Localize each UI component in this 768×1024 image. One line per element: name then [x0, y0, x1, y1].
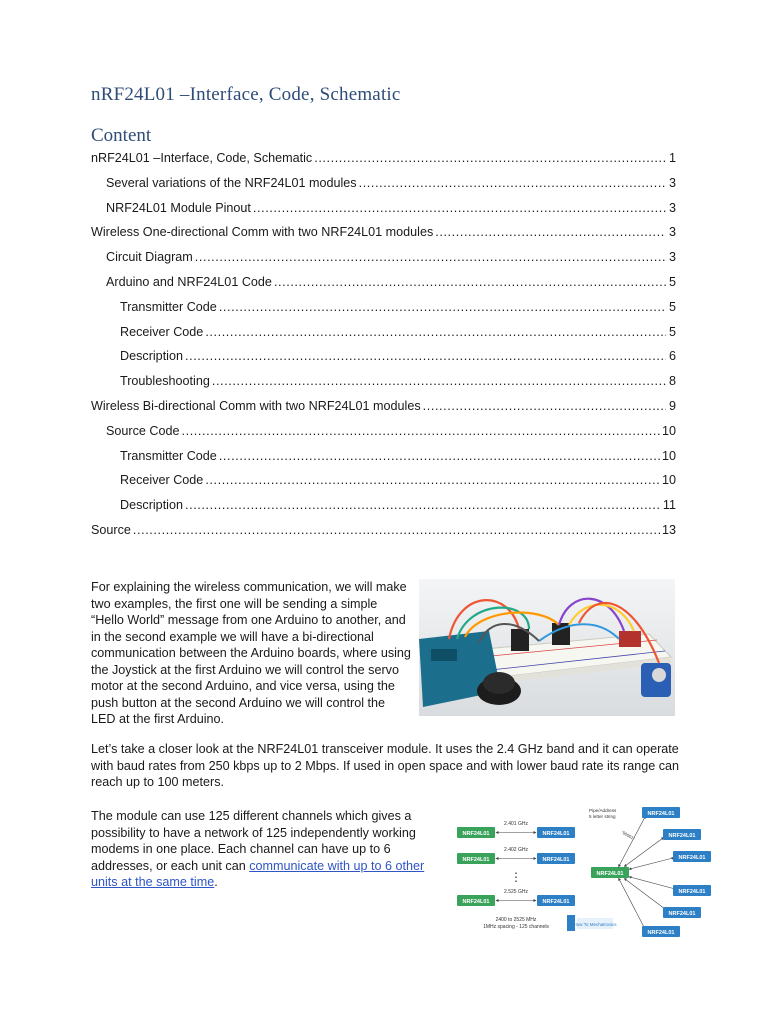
nrf24l01-network-diagram [449, 805, 714, 942]
toc-leader-dots [205, 472, 660, 488]
toc-entry[interactable] [91, 249, 676, 274]
module-label: NRF24L01 [462, 899, 490, 905]
spacing-label: 1MHz spacing - 125 channels [483, 924, 549, 930]
channels-text-end: . [214, 875, 218, 889]
pipe-tag: "00001" [620, 829, 636, 842]
intro-paragraph: For explaining the wireless communication, we will make two examples, the first one will be sending a simple “Hello World” message from one Arduino to another, and in the second example we will have a bi-directional communication between the Arduino boards, where using the Joystick at the first Arduino we will control the servo motor at the second Arduino, and vice versa, using the push button at the second Arduino we will control the LED at the first Arduino. [91, 580, 411, 726]
toc-leader-dots [423, 398, 666, 414]
toc-entry-label: Arduino and NRF24L01 Code [106, 274, 272, 289]
toc-entry-label: Circuit Diagram [106, 250, 193, 265]
toc-leader-dots [133, 522, 660, 538]
toc-leader-dots [359, 175, 666, 191]
channel-pair-3 [457, 889, 575, 906]
module-label: NRF24L01 [462, 831, 490, 837]
toc-heading: Content [91, 125, 152, 146]
toc-entry-label: Receiver Code [120, 473, 204, 488]
toc-entry-label: Receiver Code [120, 324, 204, 339]
toc-entry-page: 5 [668, 274, 676, 289]
toc-leader-dots [219, 299, 666, 315]
module-label: NRF24L01 [678, 855, 706, 861]
ellipsis-vertical: ⋮ [510, 870, 522, 884]
toc-entry-label: Description [120, 349, 183, 364]
toc-entry[interactable] [91, 448, 676, 473]
freq-label-2: 2.402 GHz [504, 847, 528, 853]
toc-entry-label: Wireless Bi-directional Comm with two NRF24L01 modules [91, 398, 421, 413]
toc-entry-label: Source Code [106, 423, 180, 438]
module-label: NRF24L01 [647, 811, 675, 817]
toc-entry[interactable] [91, 398, 676, 423]
toc-entry-page: 10 [661, 448, 676, 463]
module-label: NRF24L01 [668, 911, 696, 917]
toc-entry-page: 1 [668, 151, 676, 165]
toc-entry-label: NRF24L01 Module Pinout [106, 200, 251, 215]
toc-leader-dots [182, 423, 660, 439]
toc-entry-page: 6 [668, 349, 676, 364]
toc-leader-dots [274, 274, 666, 290]
toc-leader-dots [185, 348, 666, 364]
module-label: NRF24L01 [462, 857, 490, 863]
module-label: NRF24L01 [542, 857, 570, 863]
toc-entry-page: 3 [668, 200, 676, 215]
toc-entry-label: Several variations of the NRF24L01 modules [106, 175, 357, 190]
logo-text: How To Mechatronics [573, 922, 617, 927]
toc-entry-label: Description [120, 498, 183, 513]
toc-entry[interactable] [91, 423, 676, 448]
toc-entry[interactable] [91, 274, 676, 299]
document-title: nRF24L01 –Interface, Code, Schematic [91, 84, 401, 105]
toc-entry[interactable] [91, 224, 676, 249]
toc-entry[interactable] [91, 200, 676, 225]
toc-leader-dots [435, 224, 666, 240]
pipe-label: Pipe/Address [589, 808, 617, 813]
toc-leader-dots [253, 200, 666, 216]
toc-entry[interactable] [91, 299, 676, 324]
toc-entry[interactable] [91, 175, 676, 200]
arduino-setup-photo [419, 579, 675, 716]
toc-entry-page: 3 [668, 175, 676, 190]
toc-entry-page: 10 [661, 423, 676, 438]
channels-diagram [449, 805, 714, 942]
channels-paragraph [91, 808, 443, 891]
module-label: NRF24L01 [542, 831, 570, 837]
toc-leader-dots [185, 497, 661, 513]
module-label: NRF24L01 [542, 899, 570, 905]
toc-entry-page: 8 [668, 374, 676, 389]
toc-entry-page: 11 [662, 498, 676, 513]
toc-entry-label: Source [91, 522, 131, 537]
toc-entry[interactable] [91, 324, 676, 349]
channel-pair-1 [457, 821, 575, 838]
toc-entry-page: 5 [668, 324, 676, 339]
module-label: NRF24L01 [647, 930, 675, 936]
toc-entry-page: 9 [668, 398, 676, 413]
pipe-sublabel: 5 letter string [589, 814, 616, 819]
toc-entry[interactable] [91, 373, 676, 398]
toc-entry-label: Troubleshooting [120, 374, 210, 389]
module-label: NRF24L01 [678, 889, 706, 895]
toc-entry-label: nRF24L01 –Interface, Code, Schematic [91, 151, 313, 165]
communicate-link[interactable]: communicate with up to 6 other units at the same time [91, 858, 425, 889]
star-network [589, 807, 711, 937]
toc-entry-page: 10 [661, 473, 676, 488]
toc-leader-dots [205, 324, 666, 340]
toc-entry-page: 3 [668, 250, 676, 265]
toc-entry-label: Transmitter Code [120, 299, 217, 314]
freq-label-3: 2.525 GHz [504, 889, 528, 895]
toc-entry-label: Transmitter Code [120, 448, 217, 463]
freq-label-1: 2.401 GHz [504, 821, 528, 827]
toc-leader-dots [219, 448, 660, 464]
toc-entry-page: 3 [668, 225, 676, 240]
toc-entry[interactable] [91, 522, 676, 547]
toc-leader-dots [212, 373, 666, 389]
module-label: NRF24L01 [668, 833, 696, 839]
table-of-contents [91, 150, 676, 547]
module-label: NRF24L01 [596, 871, 624, 877]
channel-pair-2 [457, 847, 575, 864]
toc-entry[interactable] [91, 348, 676, 373]
toc-entry[interactable] [91, 150, 676, 175]
toc-leader-dots [314, 150, 666, 166]
toc-entry-label: Wireless One-directional Comm with two NRF24L01 modules [91, 225, 434, 240]
module-paragraph: Let’s take a closer look at the NRF24L01 transceiver module. It uses the 2.4 GHz band and it can operate with baud rates from 250 kbps up to 2 Mbps. If used in open space and with lower baud rate its range can reach up to 100 meters. [91, 742, 680, 789]
toc-entry-page: 5 [668, 299, 676, 314]
channels-text: The module can use 125 different channels which gives a possibility to have a network of 125 independently working modems in one place. Each channel can have up to 6 addresses, or each unit can [91, 809, 416, 873]
logo [567, 915, 617, 931]
toc-entry[interactable] [91, 472, 676, 497]
toc-leader-dots [195, 249, 666, 265]
range-label: 2400 to 2525 MHz [495, 917, 537, 923]
toc-entry[interactable] [91, 497, 676, 522]
arduino-photo-illustration [419, 579, 675, 716]
toc-entry-page: 13 [661, 522, 676, 537]
